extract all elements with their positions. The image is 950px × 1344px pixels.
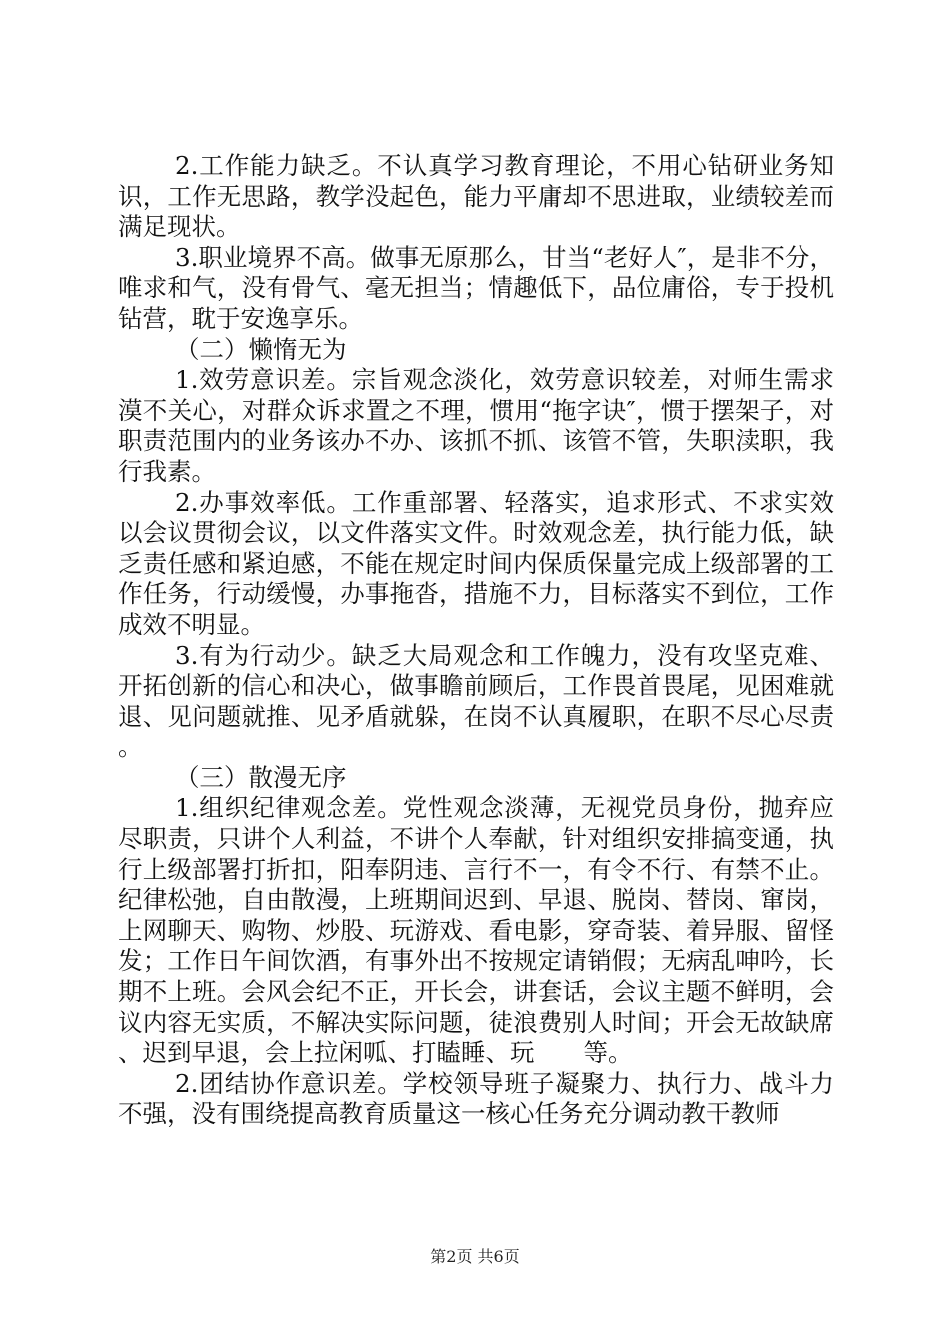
paragraph: 3.有为行动少。缺乏大局观念和工作魄力，没有攻坚克难、开拓创新的信心和决心，做事瞻前顾后，工作畏首畏尾，见困难就退、见问题就推、见矛盾就躲，在岗不认真履职，在职不尽心尽责。 (118, 640, 834, 762)
section-heading: （二）懒惰无为 (175, 334, 347, 364)
paragraph: 2.办事效率低。工作重部署、轻落实，追求形式、不求实效以会议贯彻会议，以文件落实文件。时效观念差，执行能力低，缺乏责任感和紧迫感，不能在规定时间内保质保量完成上级部署的工作任务，行动缓慢，办事拖沓，措施不力，目标落实不到位，工作成效不明显。 (118, 487, 834, 639)
paragraph: 3.职业境界不高。做事无原那么，甘当“老好人″，是非不分，唯求和气，没有骨气、毫无担当；情趣低下，品位庸俗，专于投机钻营，耽于安逸享乐。 (118, 242, 834, 333)
page-number-footer: 第2页 共6页 (430, 1247, 520, 1266)
paragraph: 1.效劳意识差。宗旨观念淡化，效劳意识较差，对师生需求漠不关心，对群众诉求置之不理，惯用“拖字诀″，惯于摆架子，对职责范围内的业务该办不办、该抓不抓、该管不管，失职渎职，我行我素。 (118, 365, 834, 486)
paragraph: 1.组织纪律观念差。党性观念淡薄，无视党员身份，抛弃应尽职责，只讲个人利益，不讲个人奉献，针对组织安排搞变通，执行上级部署打折扣，阳奉阴违、言行不一，有令不行、有禁不止。纪律松弛，自由散漫，上班期间迟到、早退、脱岗、替岗、窜岗，上网聊天、购物、炒股、玩游戏、看电影，穿奇装、着异服、留怪发；工作日午间饮酒，有事外出不按规定请销假；无病乱呻吟，长期不上班。会风会纪不正，开长会，讲套话，会议主题不鲜明，会议内容无实质，不解决实际问题，徒浪费别人时间；开会无故缺席、迟到早退，会上拉闲呱、打瞌睡、玩 等。 (118, 793, 834, 1068)
paragraph: 2.团结协作意识差。学校领导班子凝聚力、执行力、战斗力不强，没有围绕提高教育质量这一核心任务充分调动教干教师 (118, 1068, 834, 1129)
paragraph: 2.工作能力缺乏。不认真学习教育理论，不用心钻研业务知识，工作无思路，教学没起色，能力平庸却不思进取，业绩较差而满足现状。 (118, 151, 834, 242)
document-body (118, 151, 834, 1130)
section-heading: （三）散漫无序 (175, 762, 347, 792)
